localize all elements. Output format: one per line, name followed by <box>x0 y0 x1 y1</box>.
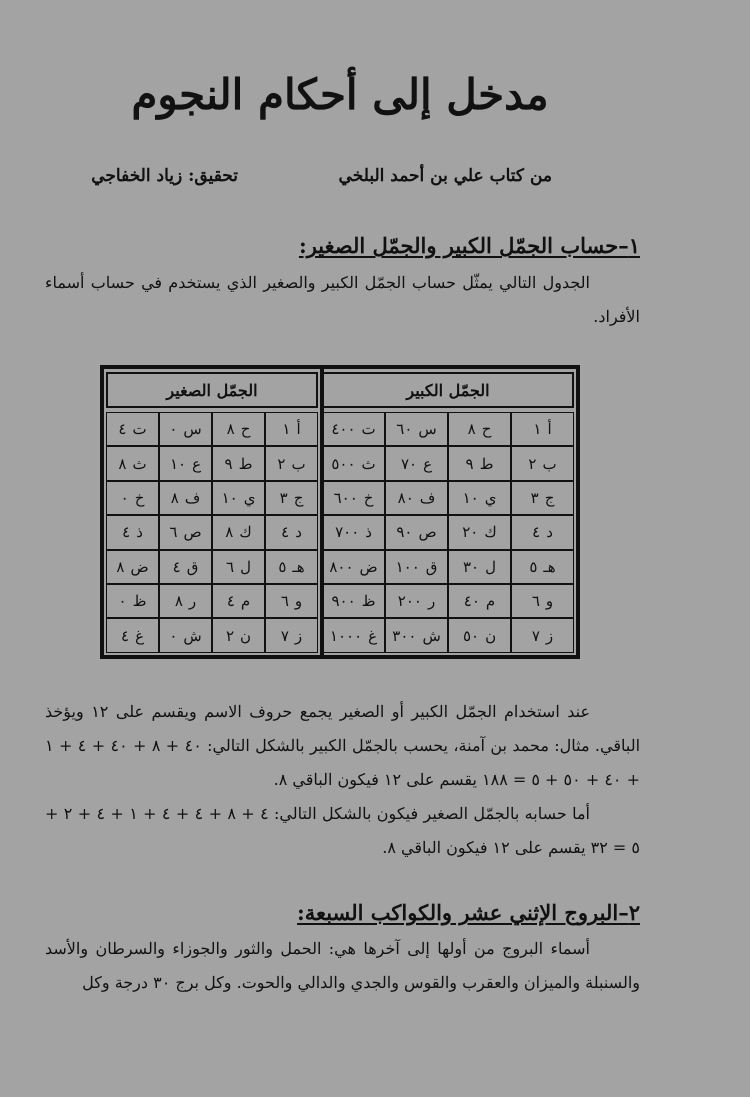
table-cell <box>511 481 574 515</box>
section-1-intro: الجدول التالي يمثّل حساب الجمّل الكبير والصغير الذي يستخدم في حساب أسماء الأفراد. <box>45 273 640 326</box>
table-cell <box>448 584 511 618</box>
cell-value: ٥٠٠ <box>331 454 356 473</box>
table-cell <box>159 481 212 515</box>
cell-value: ٦٠ <box>396 420 413 439</box>
cell-value: ٧٠ <box>400 454 418 473</box>
cell-value: ١٠٠ <box>395 557 420 576</box>
cell-value: ١٠ <box>169 454 187 473</box>
table-cell <box>511 515 574 549</box>
cell-letter: ن <box>240 626 252 645</box>
cell-value: ٦٠٠ <box>333 488 358 507</box>
cell-letter: أ <box>296 420 301 439</box>
table-cell <box>448 481 511 515</box>
cell-letter: ي <box>484 488 497 507</box>
cell-letter: ض <box>359 557 378 576</box>
cell-value: ٠ <box>169 420 178 439</box>
table-cell <box>511 550 574 584</box>
table-cell <box>511 446 574 480</box>
abjad-table <box>100 365 580 659</box>
cell-letter: د <box>546 523 553 542</box>
table-cell <box>385 584 448 618</box>
cell-letter: ت <box>132 420 147 439</box>
table-cell <box>448 412 511 446</box>
cell-letter: غ <box>135 626 145 645</box>
table-cell <box>385 481 448 515</box>
cell-value: ٥٠ <box>462 626 480 645</box>
table-cell <box>322 515 385 549</box>
table-cell <box>212 584 265 618</box>
cell-letter: ظ <box>361 592 376 611</box>
table-cell <box>448 618 511 652</box>
table-cell <box>322 618 385 652</box>
cell-value: ١٠ <box>221 488 238 507</box>
cell-value: ٠ <box>120 488 129 507</box>
cell-value: ٨ <box>226 420 235 439</box>
cell-letter: ف <box>184 488 201 507</box>
cell-value: ٤ <box>122 523 131 542</box>
small-calc-paragraph: أما حسابه بالجمّل الصغير فيكون بالشكل التالي: ٤ + ٨ + ٤ + ٤ + ١ + ٤ + ٢ + ٥ = ٣٢ يقسم على ١٢ فيكون الباقي ٨. <box>45 804 640 857</box>
cell-value: ٦ <box>531 592 540 611</box>
cell-letter: ع <box>423 454 433 473</box>
cell-letter: ذ <box>365 523 372 542</box>
section-2-paragraph: أسماء البروج من أولها إلى آخرها هي: الحمل والثور والجوزاء والسرطان والأسد والسنبلة والميزان والعقرب والقوس والجدي والدالي والحوت. وكل برج ٣٠ درجة وكل <box>45 939 640 992</box>
table-cell <box>159 618 212 652</box>
cell-value: ٦ <box>169 523 178 542</box>
cell-letter: ر <box>427 592 436 611</box>
table-cell <box>159 412 212 446</box>
cell-value: ٨ <box>174 592 183 611</box>
cell-value: ٨ <box>467 420 476 439</box>
cell-letter: ط <box>479 454 494 473</box>
table-cell <box>106 550 159 584</box>
cell-value: ٦ <box>280 592 289 611</box>
cell-value: ٠ <box>169 626 178 645</box>
cell-value: ٤ <box>226 592 235 611</box>
cell-value: ٩٠٠ <box>331 592 356 611</box>
cell-value: ٤ <box>121 626 130 645</box>
table-cell <box>106 481 159 515</box>
cell-letter: م <box>240 592 251 611</box>
table-header-big: الجمّل الكبير <box>322 372 574 408</box>
cell-letter: و <box>545 592 554 611</box>
cell-value: ١٠٠٠ <box>329 626 363 645</box>
cell-value: ٩ <box>465 454 474 473</box>
table-grid-big <box>322 412 574 653</box>
cell-letter: ش <box>183 626 202 645</box>
table-cell <box>159 584 212 618</box>
cell-letter: ت <box>361 420 376 439</box>
cell-value: ٥ <box>529 557 538 576</box>
table-cell <box>212 446 265 480</box>
table-cell <box>322 584 385 618</box>
table-header-small: الجمّل الصغير <box>106 372 318 408</box>
table-cell <box>106 446 159 480</box>
cell-letter: ح <box>240 420 251 439</box>
cell-letter: م <box>485 592 496 611</box>
table-cell <box>212 515 265 549</box>
cell-letter: ر <box>188 592 197 611</box>
cell-letter: ظ <box>132 592 147 611</box>
cell-value: ٥ <box>278 557 287 576</box>
cell-value: ٩ <box>224 454 233 473</box>
editor-byline: تحقيق: زياد الخفاجي <box>91 166 238 186</box>
cell-value: ٣٠٠ <box>392 626 417 645</box>
cell-letter: و <box>294 592 303 611</box>
cell-letter: ص <box>418 523 437 542</box>
after-table-text <box>45 695 640 865</box>
table-cell <box>265 515 318 549</box>
cell-letter: ن <box>485 626 497 645</box>
cell-letter: ز <box>545 626 554 645</box>
cell-value: ٤٠٠ <box>331 420 356 439</box>
cell-letter: ج <box>544 488 555 507</box>
table-cell <box>448 515 511 549</box>
cell-letter: ق <box>186 557 199 576</box>
cell-value: ٢٠٠ <box>397 592 422 611</box>
table-cell <box>265 412 318 446</box>
table-cell <box>322 446 385 480</box>
cell-value: ٢ <box>225 626 235 645</box>
cell-letter: هـ <box>292 557 305 576</box>
cell-value: ٤ <box>172 557 181 576</box>
table-cell <box>265 446 318 480</box>
cell-letter: هـ <box>543 557 556 576</box>
cell-letter: خ <box>363 488 374 507</box>
table-cell <box>265 481 318 515</box>
table-cell <box>212 412 265 446</box>
cell-value: ٩٠ <box>396 523 413 542</box>
cell-letter: ك <box>484 523 497 542</box>
table-cell <box>212 550 265 584</box>
table-cell <box>448 550 511 584</box>
source-byline: من كتاب علي بن أحمد البلخي <box>338 166 552 186</box>
cell-value: ١ <box>282 420 291 439</box>
cell-value: ٧٠٠ <box>335 523 360 542</box>
table-cell <box>385 550 448 584</box>
page-title: مدخل إلى أحكام النجوم <box>131 70 549 119</box>
cell-letter: س <box>183 420 202 439</box>
cell-value: ٤ <box>118 420 127 439</box>
table-cell <box>106 515 159 549</box>
cell-value: ٢ <box>528 454 537 473</box>
cell-letter: س <box>418 420 437 439</box>
cell-value: ٨٠ <box>397 488 414 507</box>
cell-value: ٨ <box>170 488 179 507</box>
cell-letter: غ <box>368 626 378 645</box>
table-cell <box>265 550 318 584</box>
cell-value: ٢ <box>277 454 286 473</box>
table-cell <box>322 550 385 584</box>
cell-value: ٨ <box>225 523 234 542</box>
table-cell <box>511 618 574 652</box>
cell-letter: ض <box>130 557 149 576</box>
table-cell <box>385 515 448 549</box>
table-cell <box>159 446 212 480</box>
cell-value: ٧ <box>531 626 540 645</box>
cell-letter: ث <box>132 454 147 473</box>
cell-letter: ل <box>485 557 497 576</box>
cell-letter: ج <box>293 488 304 507</box>
section-1-heading: ١–حساب الجمّل الكبير والجمّل الصغير: <box>298 233 640 258</box>
table-cell <box>212 481 265 515</box>
table-grid-small <box>106 412 318 653</box>
cell-value: ٧ <box>280 626 289 645</box>
cell-letter: أ <box>547 420 552 439</box>
cell-value: ٤ <box>281 523 290 542</box>
cell-letter: ح <box>481 420 492 439</box>
table-cell <box>212 618 265 652</box>
table-cell <box>159 515 212 549</box>
cell-letter: ق <box>425 557 438 576</box>
cell-letter: ك <box>239 523 252 542</box>
cell-letter: ل <box>240 557 251 576</box>
table-cell <box>385 618 448 652</box>
cell-letter: ي <box>243 488 256 507</box>
cell-value: ٤٠ <box>463 592 480 611</box>
cell-letter: ث <box>361 454 376 473</box>
table-cell <box>511 412 574 446</box>
cell-value: ٨ <box>116 557 125 576</box>
table-cell <box>322 481 385 515</box>
table-cell <box>385 446 448 480</box>
cell-letter: د <box>295 523 302 542</box>
cell-value: ٣ <box>530 488 539 507</box>
example-paragraph: عند استخدام الجمّل الكبير أو الصغير يجمع حروف الاسم ويقسم على ١٢ ويؤخذ الباقي. مثال: محمد بن آمنة، يحسب بالجمّل الكبير بالشكل التالي: ٤٠ + ٨ + ٤٠ + ٤ + ١ + ٤٠ + ٥٠ + ٥ = ١٨٨ يقسم على ١٢ فيكون الباقي ٨. <box>45 702 641 789</box>
cell-letter: ف <box>419 488 436 507</box>
cell-letter: ب <box>542 454 557 473</box>
cell-letter: ط <box>238 454 253 473</box>
cell-value: ٨٠٠ <box>329 557 354 576</box>
cell-value: ١٠ <box>462 488 479 507</box>
cell-letter: ع <box>192 454 202 473</box>
cell-value: ٨ <box>118 454 127 473</box>
cell-letter: ز <box>294 626 303 645</box>
cell-letter: خ <box>134 488 145 507</box>
cell-value: ١ <box>533 420 542 439</box>
cell-letter: ش <box>422 626 441 645</box>
table-cell <box>106 618 159 652</box>
cell-value: ٦ <box>226 557 235 576</box>
table-cell <box>106 584 159 618</box>
cell-letter: ص <box>183 523 202 542</box>
table-cell <box>265 618 318 652</box>
section-2-heading: ٢–البروج الإثني عشر والكواكب السبعة: <box>297 900 640 925</box>
cell-letter: ب <box>291 454 306 473</box>
cell-value: ٠ <box>118 592 127 611</box>
table-cell <box>159 550 212 584</box>
cell-value: ٣٠ <box>462 557 480 576</box>
table-cell <box>511 584 574 618</box>
table-cell <box>385 412 448 446</box>
table-cell <box>265 584 318 618</box>
cell-value: ٤ <box>532 523 541 542</box>
cell-letter: ذ <box>136 523 143 542</box>
table-cell <box>322 412 385 446</box>
table-cell <box>448 446 511 480</box>
cell-value: ٢٠ <box>462 523 479 542</box>
table-cell <box>106 412 159 446</box>
cell-value: ٣ <box>279 488 288 507</box>
